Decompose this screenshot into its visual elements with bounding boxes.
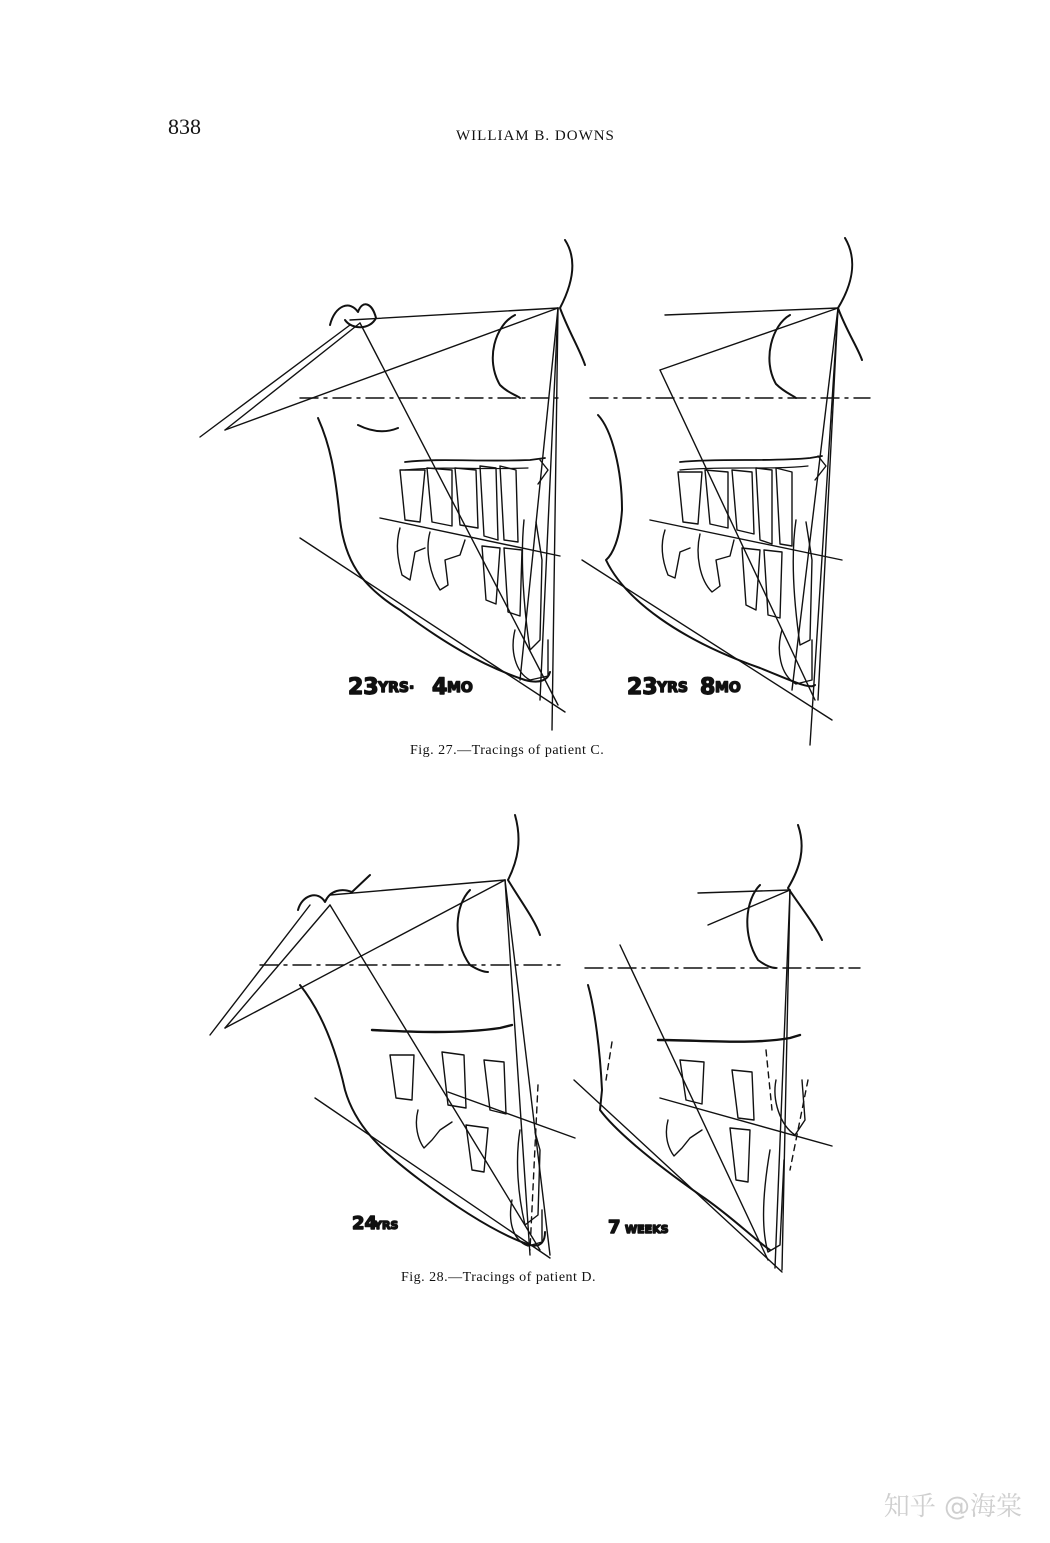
fig28-left-label-num: 24 xyxy=(352,1213,378,1234)
fig28-left-label-unit: YRS xyxy=(374,1219,399,1232)
fig28-left-tracing xyxy=(210,815,575,1258)
fig28-right-label-unit: WEEKS xyxy=(625,1223,669,1236)
fig27-right-label-mo-num: 8 xyxy=(700,675,716,700)
fig27-left-label-mo-num: 4 xyxy=(432,675,448,700)
fig27-left-label-main: 23 xyxy=(348,675,379,700)
running-head: WILLIAM B. DOWNS xyxy=(456,128,615,144)
fig27-left-label-mo: MO xyxy=(447,680,473,696)
fig27-right-label-yrs: YRS xyxy=(657,680,689,696)
fig27-right-tracing xyxy=(582,238,870,745)
fig27-right-label-main: 23 xyxy=(627,675,658,700)
fig27-caption: Fig. 27.—Tracings of patient C. xyxy=(410,743,605,758)
fig28-right-tracing xyxy=(574,825,860,1272)
fig27-left-label-yrs: YRS· xyxy=(378,680,415,696)
fig28-caption: Fig. 28.—Tracings of patient D. xyxy=(401,1270,597,1285)
fig28-right-label-num: 7 xyxy=(608,1217,621,1238)
watermark: 知乎 @海棠 xyxy=(883,1492,1022,1522)
fig27-left-tracing xyxy=(200,240,585,730)
fig27-right-label-mo: MO xyxy=(715,680,741,696)
page-number: 838 xyxy=(168,114,201,139)
